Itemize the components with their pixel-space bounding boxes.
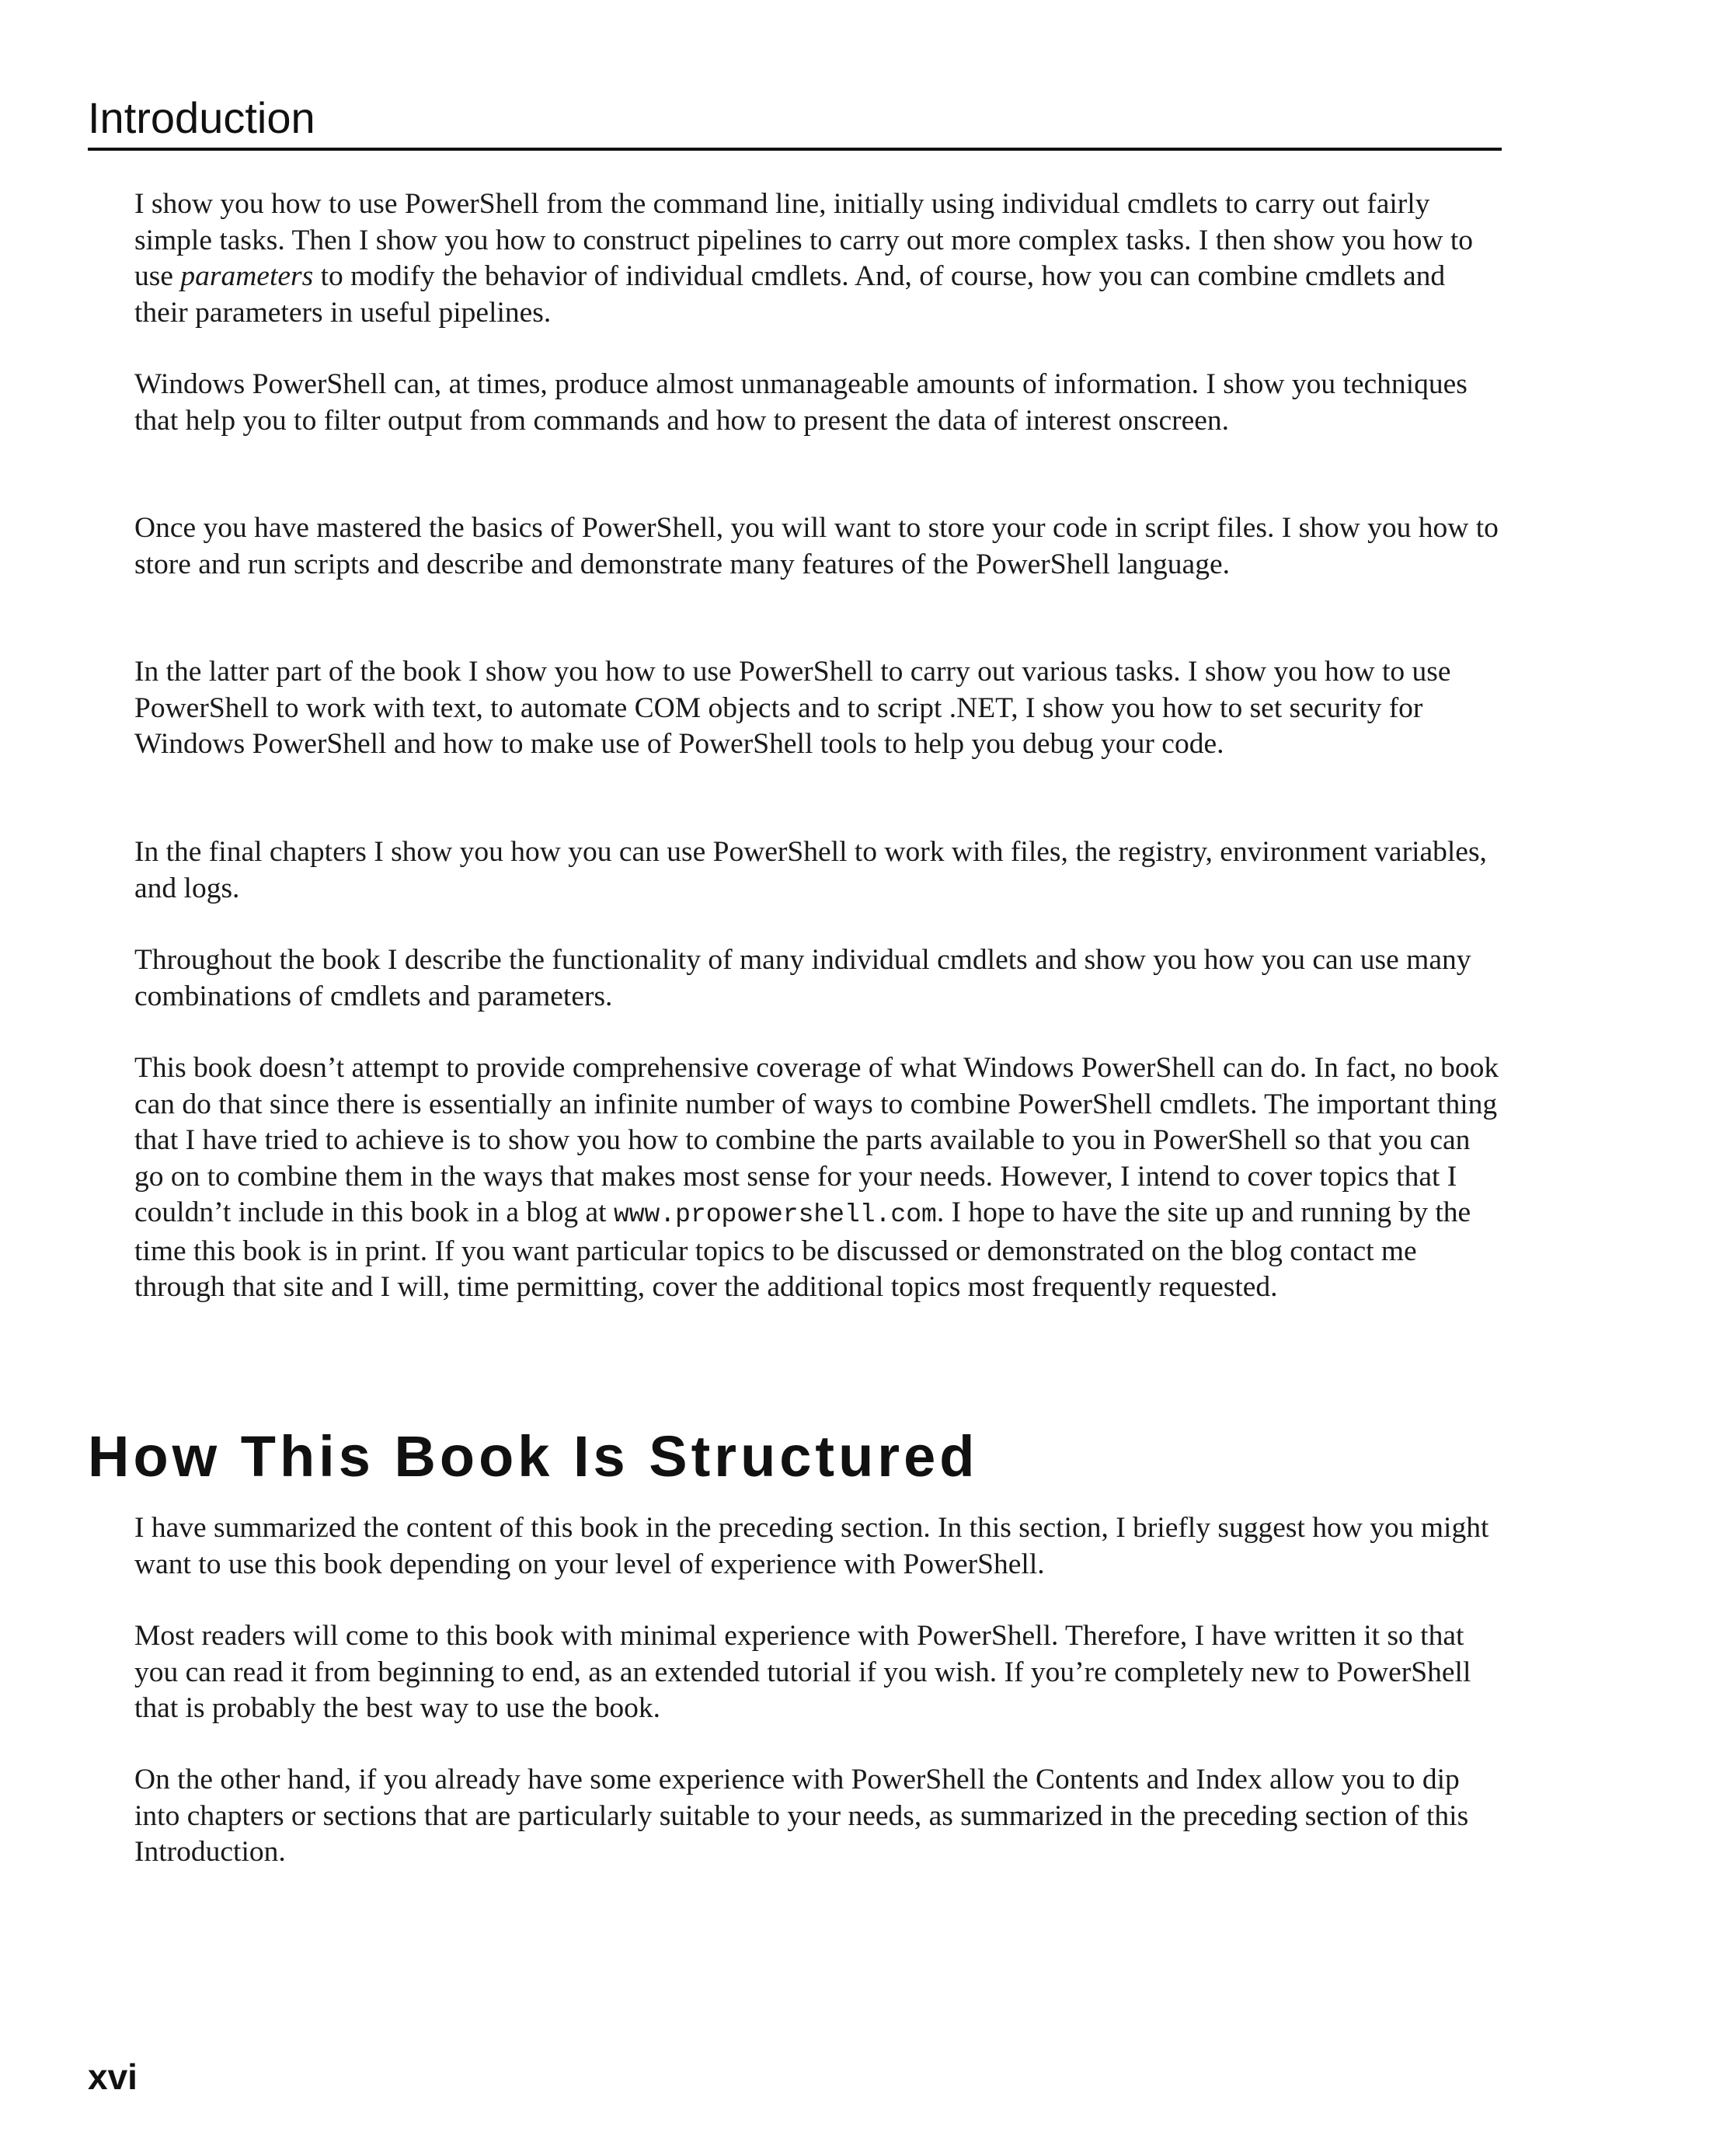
intro-paragraph-4: In the latter part of the book I show you how to use PowerShell to carry out various tasks. I show you how to use PowerShell to work with text, to automate COM objects and to script .NET, I show you how to set security for Windows PowerShell and how to make use of PowerShell tools to help you debug your code. [134, 656, 1451, 760]
section-heading: How This Book Is Structured [88, 1424, 979, 1489]
intro-paragraph-2: Windows PowerShell can, at times, produce almost unmanageable amounts of information. I show you techniques that help you to filter output from commands and how to present the data of interest onscreen. [134, 368, 1468, 437]
intro-paragraph-6: Throughout the book I describe the functionality of many individual cmdlets and show you how you can use many combinations of cmdlets and parameters. [134, 944, 1471, 1012]
intro-paragraph-3: Once you have mastered the basics of PowerShell, you will want to store your code in script files. I show you how to store and run scripts and describe and demonstrate many features of the PowerShell language. [134, 512, 1499, 580]
intro-paragraph-7 [134, 1050, 1502, 1306]
structure-paragraph-3: On the other hand, if you already have some experience with PowerShell the Contents and Index allow you to dip into chapters or sections that are particularly suitable to your needs, as summarized in the preceding section of this Introduction. [134, 1764, 1469, 1868]
running-header [88, 87, 1502, 151]
intro-paragraph-7-text-start: This book doesn’t attempt to provide comprehensive coverage of what Windows PowerShell can do. In fact, no book can do that since there is essentially an infinite number of ways to combine PowerShell cmdlets. The important thing that I have tried to achieve is to show you how to combine the parts available to you in PowerShell so that you can go on to combine them in the ways that makes most sense for your needs. However, I intend to cover topics that I couldn’t include in this book in a blog at [134, 1052, 1499, 1228]
intro-paragraph-5: In the final chapters I show you how you can use PowerShell to work with files, the registry, environment variables, and logs. [134, 836, 1487, 904]
intro-paragraph-1-text-end: to modify the behavior of individual cmdlets. And, of course, how you can combine cmdlets and their parameters in useful pipelines. [134, 260, 1446, 329]
page-number: xvi [88, 2057, 138, 2097]
intro-paragraph-1 [134, 186, 1502, 331]
structure-paragraph-2: Most readers will come to this book with minimal experience with PowerShell. Therefore, I have written it so that you can read it from beginning to end, as an extended tutorial if you wish. If you’re completely new to PowerShell that is probably the best way to use the book. [134, 1620, 1471, 1724]
running-header-title: Introduction [88, 93, 315, 142]
intro-paragraph-7-text-end: . I hope to have the site up and running by the time this book is in print. If you want particular topics to be discussed or demonstrated on the blog contact me through that site and I will, time permitting, cover the additional topics most frequently requested. [134, 1196, 1471, 1303]
blog-url: www.propowershell.com [613, 1200, 937, 1229]
intro-paragraph-1-text-start: I show you how to use PowerShell from the command line, initially using individual cmdlets to carry out fairly simple tasks. Then I show you how to construct pipelines to carry out more complex tasks. I then show you how to use [134, 188, 1474, 292]
parameters-emphasis: parameters [180, 260, 314, 292]
structure-paragraph-1: I have summarized the content of this book in the preceding section. In this section, I briefly suggest how you might want to use this book depending on your level of experience with PowerShell. [134, 1512, 1489, 1580]
